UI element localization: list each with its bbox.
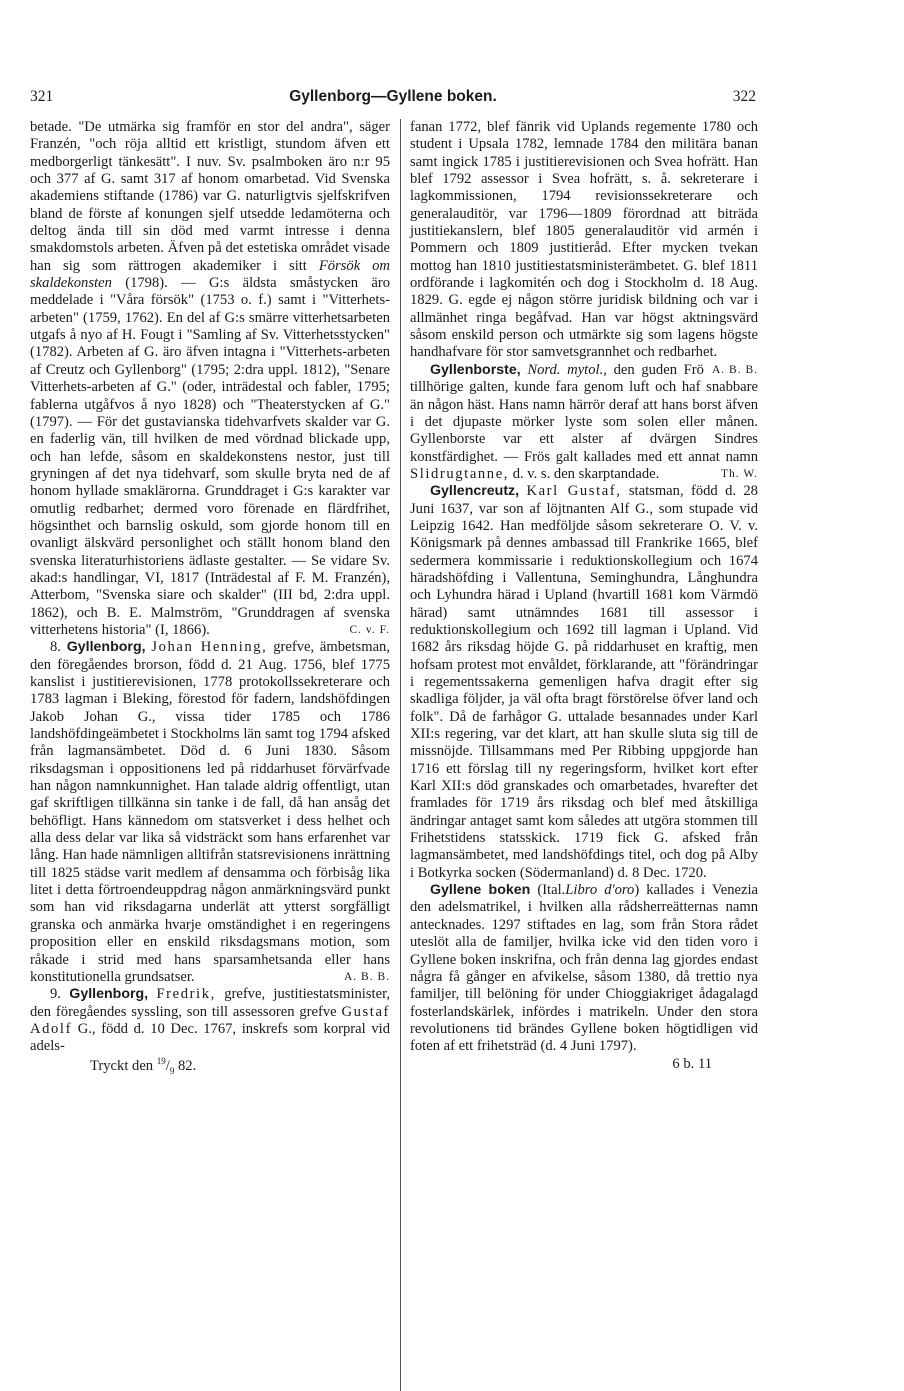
- entry-name: Karl Gustaf,: [526, 483, 622, 500]
- entry-headword: Gyllenborg,: [66, 639, 146, 656]
- book-title-italic: Försök om skaldekonsten: [30, 257, 390, 292]
- entry-name: Johan Henning,: [151, 639, 268, 656]
- author-signature: C. v. F.: [349, 623, 390, 636]
- entry-headword: Gyllencreutz,: [430, 483, 520, 500]
- left-column: [30, 119, 390, 1075]
- entry-headword: Gyllene boken: [430, 882, 531, 899]
- entry-name: Gustaf Adolf: [30, 1003, 390, 1037]
- author-signature: A. B. B.: [343, 970, 390, 983]
- entry-gyllene-boken: Gyllene boken (Ital.Libro d'oro) kallades i Venezia den adelsmatrikel, i hvilken alla rådsherreätternas namn antecknades. 1297 stiftades en lag, som från Stora rådet uteslöt alla de familjer, hvilka icke vid den tiden voro i Gyllene boken inskrifna, och från denna lag gjordes endast några få gånger en afvikelse, såsom 1380, då trettio nya familjer, till belöning för under Chioggiakriget ådagalagd fosterlandskärlek, infördes i matrikeln. Under den stora revolutionens tid brändes Gyllene boken högtidligen vid foten af ett frihetsträd (d. 4 Juni 1797).: [410, 882, 758, 1055]
- entry-continuation: fanan 1772, blef fänrik vid Uplands regemente 1780 och student i Upsala 1782, lemnade 1784 den militära banan samt ingick 1785 i justitierevisionen och Svea hofrätt. Han blef 1792 assessor i Svea hofrätt, s. å. sekreterare i lagkommissionen, 1794 revisionssekreterare och generalauditör, var 1796—1809 förordnad att biträda justitiekanslern, blef 1805 generalauditör vid armén i Pommern och 1809 justitieråd. Efter mycken tvekan mottog han 1810 justitiestatsministerämbetet. G. blef 1811 ordförande i lagkomitén och dog i Stockholm d. 18 Aug. 1829. G. egde ej någon större juridisk bildning och var i allmänhet ringa begåfvad. Han var högst aktningsvärd såsom enskild person och utmärkte sig som lagens högste handhafvare för stor samvetsgrannhet och redbarhet. A. B. B.: [410, 119, 758, 362]
- page-header: [30, 88, 756, 110]
- entry-gyllencreutz: Gyllencreutz, Karl Gustaf, statsman, född d. 28 Juni 1637, var son af löjtnanten Alf G., som stupade vid Leipzig 1642. Han medföljde såsom sekreterare O. V. v. Königsmark på dennes ambassad till Frankrike 1665, blef sedermera kommissarie i reduktionskollegium och 1674 häradshöfding i Vallentuna, Seminghundra, Långhundra och Lyhundra härad i Upland (hvartill 1681 kom Värmdö härad) samt utnämndes 1681 till assessor i reduktionskollegium och 1692 till lagman i Upland. Vid 1682 års riksdag höjde G. på riddarhuset en kraftig, men hofsam protest mot envåldet, förklarande, att "förändringar i regementssakerna gemenligen hafva dragit efter sig skadliga följder, ja väl ofta bragt förstörelse öfver land och folk". Då de farhågor G. uttalade besannades under Karl XII:s regering, var det klart, att han skulle sluta sig till de missnöjde. Tillsammans med Per Ribbing uppgjorde han 1716 ett förslag till ny regeringsform, hvilket kort efter Karl XII:s död granskades och omarbetades, hvarefter det framlades för 1719 års riksdag och blef med åtskilliga ändringar antaget samt kom således att utgöra stommen till Frihetstidens statsskick. 1719 fick G. afsked från lagmansämbetet, med landshöfdings titel, och dog på Alby i Botkyrka socken (Södermanland) d. 8 Dec. 1720.: [410, 483, 758, 881]
- entry-headword: Gyllenborg,: [69, 986, 149, 1003]
- entry-gyllenborg-8: 8. Gyllenborg, Johan Henning, grefve, ämbetsman, den föregåendes brorson, född d. 21 Aug. 1756, blef 1775 kanslist i justitierevisionen, 1778 protokollssekreterare och 1783 lagman i Bleking, förestod för fadern, landshöfdingen Jakob Johan G., vissa tider 1785 och 1786 landshöfdingeämbetet i Stockholms län samt tog 1794 afsked från lagmansämbetet. Död d. 6 Juni 1830. Såsom riksdagsman i oppositionens led på riddarhuset förvärfvade han någon namnkunnighet. Han talade aldrig offentligt, utan gaf skriftligen tillkänna sin tanke i de fall, då han ansåg det behöfligt. Hans kännedom om statsverket i dess helhet och alla dess delar var lika så vidsträckt som hans erfarenhet var lång. Han hade nämnligen alltifrån statsrevisionens inrättning till 1825 städse varit medlem af densamma och förbisåg lika litet i detta förtroendeuppdrag någon anmärkningsvärd punkt som han vid riksdagarna underlät att ytterst sorgfälligt granska och anmärka hvarje omständighet i en regeringens proposition eller en enskild riksdagsmans motion, som råkade i strid med hans sparsamhetsanda eller hans konstitutionella grundsatser. A. B. B.: [30, 639, 390, 985]
- column-divider: [400, 119, 401, 1391]
- page-number-right: 322: [732, 88, 756, 105]
- entry-name: Fredrik,: [156, 986, 216, 1003]
- author-signature: Th. W.: [721, 467, 758, 480]
- right-column: [410, 119, 758, 1073]
- entry-continuation: betade. "De utmärka sig framför en stor del andra", säger Franzén, "och röja alltid ett kristligt, stundom äfven ett medborgerligt tänkesätt". I nuv. Sv. psalmboken äro n:r 95 och 377 af G. samt 317 af honom omarbetad. Vid Svenska akademiens stiftande (1786) var G. naturligtvis sjelfskrifven bland de förste af konungen sjelf utsedde ledamöterna och deltog ända till sin död med varmt intresse i denna smakdomstols arbeten. Äfven på det estetiska området visade han sig som rättrogen akademiker i sitt Försök om skaldekonsten (1798). — G:s äldsta småstycken äro meddelade i "Våra försök" (1753 o. f.) samt i "Vitterhets-arbeten" (1759, 1762). En del af G:s smärre vitterhetsarbeten utgafs å nyo af H. Fougt i "Samling af Sv. Vitterhetsstycken" (1782). Arbeten af G. äro äfven intagna i "Vitterhets-arbeten af Creutz och Gyllenborg" (1795; 2:dra uppl. 1812), "Senare Vitterhets-arbeten af G." (oder, inträdestal och fabler, 1795; fablerna utgåfvos å nyo 1828) och "Theaterstycken af G." (1797). — För det gustavianska tidehvarfvets skalder var G. en faderlig vän, till hvilken de med vördnad blickade upp, och han lefde, såsom en skaldekonstens nestor, just till gryningen af det nya tidehvarf, som skulle bryta ned de af honom hyllade smaklärorna. Grunddraget i G:s karakter var omutlig redbarhet; dermed voro förenade en flärdfrihet, högsinthet och barnslig oskuld, som gjorde honom till en ovanligt älskvärd personlighet och ställt honom bland den svenska literaturhistoriens ädlaste gestalter. — Se vidare Sv. akad:s handlingar, VI, 1817 (Inträdestal af F. M. Franzén), Atterbom, "Svenska siare och skalder" (III bd, 2:dra uppl. 1862), och B. E. Malmström, "Grunddragen af svenska vitterhetens historia" (I, 1866). C. v. F.: [30, 119, 390, 638]
- page-number-left: 321: [30, 88, 54, 105]
- signature-mark: 6 b. 11: [672, 1055, 712, 1072]
- entry-gyllenborg-9: 9. Gyllenborg, Fredrik, grefve, justitiestatsminister, den föregåendes syssling, son till assessoren grefve Gustaf Adolf G., född d. 10 Dec. 1767, inskrefs som korpral vid adels-: [30, 986, 390, 1055]
- entry-headword: Gyllenborste,: [430, 361, 521, 378]
- author-signature: A. B. B.: [711, 363, 758, 376]
- print-date-line: Tryckt den $^{19}/_9$ 82.: [90, 1055, 197, 1076]
- entry-gyllenborste: Gyllenborste, Nord. mytol., den guden Frö tillhörige galten, kunde fara genom luft och haf snabbare än någon häst. Hans namn härrör deraf att hans borst äfven i det djupaste mörker lyste som solen eller månen. Gyllenborste var ett alster af dvärgen Sindres konstfärdighet. — Frös galt kallades med ett annat namn Slidrugtanne, d. v. s. den skarptandade. Th. W.: [410, 361, 758, 482]
- running-title: Gyllenborg—Gyllene boken.: [289, 88, 497, 105]
- print-date-label: Tryckt den: [90, 1057, 154, 1074]
